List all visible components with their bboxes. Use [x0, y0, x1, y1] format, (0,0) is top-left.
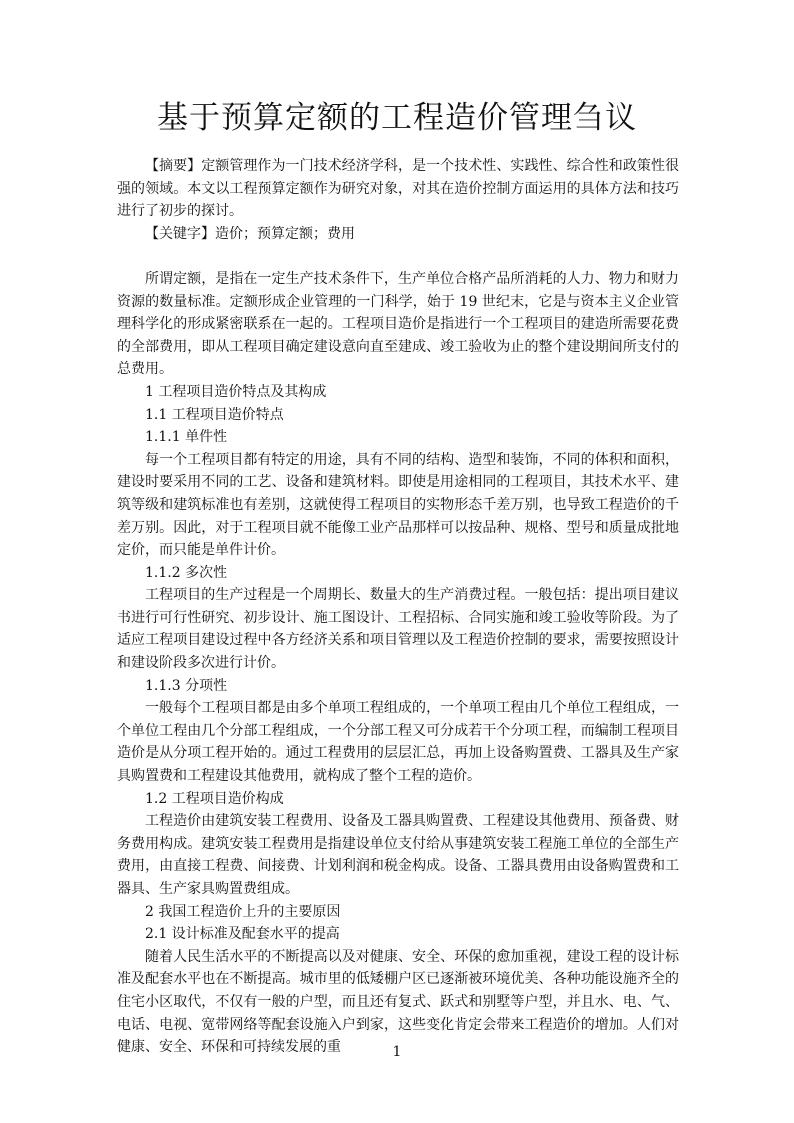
section-heading-1-1-1: 1.1.1 单件性: [145, 429, 228, 446]
document-body: [117, 155, 679, 1059]
page-number: 1: [392, 1044, 402, 1060]
section-heading-1: 1 工程项目造价特点及其构成: [145, 383, 327, 400]
section-heading-1-1-2: 1.1.2 多次性: [145, 564, 228, 581]
document-title: 基于预算定额的工程造价管理刍议: [157, 100, 637, 136]
paragraph-1-2: 工程造价由建筑安装工程费用、设备及工器具购置费、工程建设其他费用、预备费、财务费用构成。建筑安装工程费用是指建设单位支付给从事建筑安装工程施工单位的全部生产费用，由直接工程费、间接费、计划利润和税金构成。设备、工器具费用由设备购置费和工器具、生产家具购置费组成。: [117, 813, 679, 897]
blank-line: [117, 245, 679, 268]
paragraph-2-1: 随着人民生活水平的不断提高以及对健康、安全、环保的愈加重视，建设工程的设计标准及配套水平也在不断提高。城市里的低矮棚户区已逐渐被环境优美、各种功能设施齐全的住宅小区取代，不仅有一般的户型，而且还有复式、跃式和别墅等户型，并且水、电、气、电话、电视、宽带网络等配套设施入户到家，这些变化肯定会带来工程造价的增加。人们对健康、安全、环保和可持续发展的重: [117, 948, 679, 1056]
paragraph-1-1-3: 一般每个工程项目都是由多个单项工程组成的，一个单项工程由几个单位工程组成，一个单位工程由几个分部工程组成，一个分部工程又可分成若干个分项工程，而编制工程项目造价是从分项工程开始的。通过工程费用的层层汇总，再加上设备购置费、工器具及生产家具购置费和工程建设其他费用，就构成了整个工程的造价。: [117, 700, 679, 785]
paragraph-1-1-1: 每一个工程项目都有特定的用途，具有不同的结构、造型和装饰，不同的体积和面积，建设时要采用不同的工艺、设备和建筑材料。即使是用途相同的工程项目，其技术水平、建筑等级和建筑标准也有差别，这就使得工程项目的实物形态千差万别，也导致工程造价的千差万别。因此，对于工程项目就不能像工业产品那样可以按品种、规格、型号和质量成批地定价，而只能是单件计价。: [117, 451, 679, 559]
section-heading-1-2: 1.2 工程项目造价构成: [145, 790, 284, 807]
section-heading-1-1-3: 1.1.3 分项性: [145, 677, 228, 694]
section-heading-1-1: 1.1 工程项目造价特点: [145, 406, 284, 423]
paragraph-1-1-2: 工程项目的生产过程是一个周期长、数量大的生产消费过程。一般包括：提出项目建议书进行可行性研究、初步设计、施工图设计、工程招标、合同实施和竣工验收等阶段。为了适应工程项目建设过程中各方经济关系和项目管理以及工程造价控制的要求，需要按照设计和建设阶段多次进行计价。: [117, 587, 679, 672]
keywords-line: 【关键字】造价；预算定额；费用: [145, 225, 355, 242]
section-heading-2-1: 2.1 设计标准及配套水平的提高: [145, 926, 340, 943]
abstract-paragraph: 【摘要】定额管理作为一门技术经济学科，是一个技术性、实践性、综合性和政策性很强的领域。本文以工程预算定额作为研究对象，对其在造价控制方面运用的具体方法和技巧进行了初步的探讨。: [117, 158, 679, 220]
intro-paragraph: 所谓定额，是指在一定生产技术条件下，生产单位合格产品所消耗的人力、物力和财力资源的数量标准。定额形成企业管理的一门科学，始于 19 世纪末，它是与资本主义企业管理科学化的形成紧密联系在一起的。工程项目造价是指进行一个工程项目的建造所需要花费的全部费用，即从工程项目确定建设意向直至建成、竣工验收为止的整个建设期间所支付的总费用。: [117, 270, 679, 378]
section-heading-2: 2 我国工程造价上升的主要原因: [145, 903, 341, 920]
